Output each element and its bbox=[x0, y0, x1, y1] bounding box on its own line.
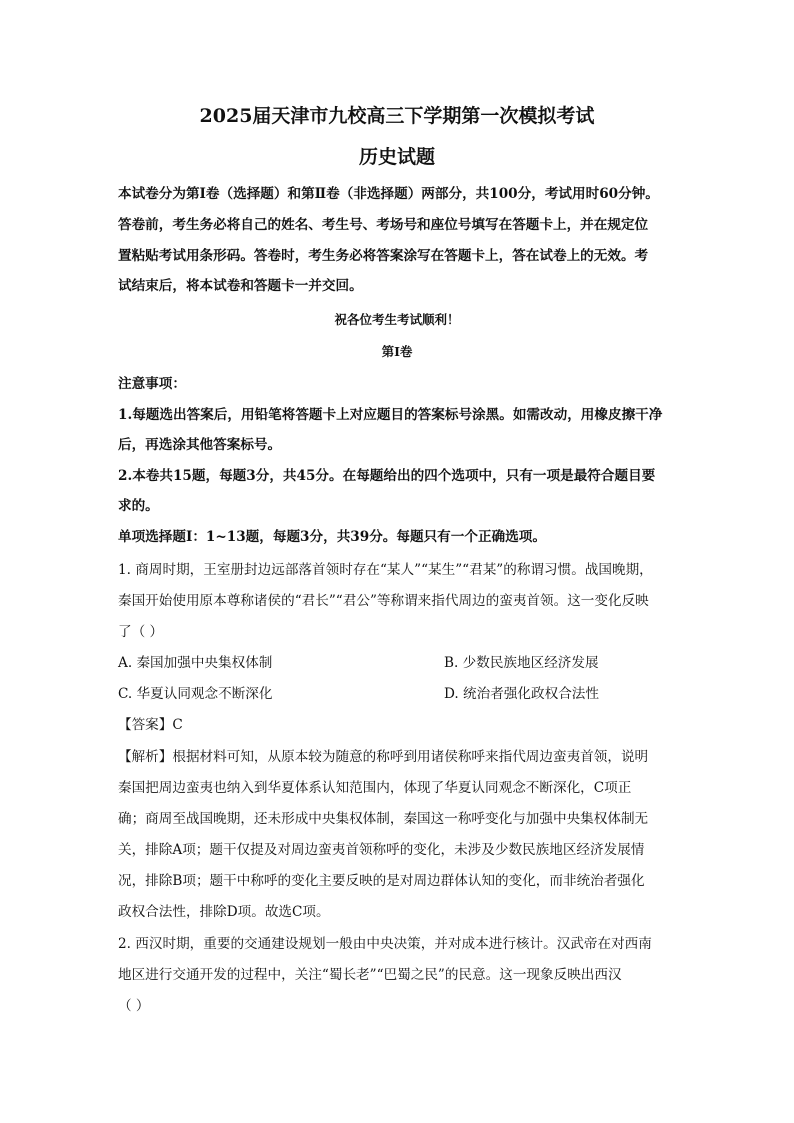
option-c: C. 华夏认同观念不断深化 bbox=[118, 686, 273, 702]
notes-line: 求的。 bbox=[118, 498, 159, 514]
question-stem-line: 地区进行交通开发的过程中，关注“蜀长老”“巴蜀之民”的民意。这一现象反映出西汉 bbox=[118, 967, 622, 983]
option-b: B. 少数民族地区经济发展 bbox=[444, 655, 599, 671]
exam-title: 2025届天津市九校高三下学期第一次模拟考试 bbox=[199, 105, 595, 127]
question-stem-line: （ ） bbox=[118, 998, 150, 1014]
notes-line: 1.每题选出答案后，用铅笔将答题卡上对应题目的答案标号涂黑。如需改动，用橡皮擦干净 bbox=[118, 407, 663, 423]
part-heading: 单项选择题Ⅰ：1~13题，每题3分，共39分。每题只有一个正确选项。 bbox=[118, 529, 546, 545]
option-d: D. 统治者强化政权合法性 bbox=[444, 686, 599, 702]
analysis-line: 政权合法性，排除D项。故选C项。 bbox=[118, 904, 330, 920]
analysis-line: 【解析】根据材料可知，从原本较为随意的称呼到用诸侯称呼来指代周边蛮夷首领，说明 bbox=[118, 749, 649, 765]
notes-heading: 注意事项： bbox=[118, 376, 186, 392]
answer: 【答案】C bbox=[118, 717, 183, 733]
analysis-line: 秦国把周边蛮夷也纳入到华夏体系认知范围内，体现了华夏认同观念不断深化，C项正 bbox=[118, 780, 632, 796]
notes-line: 2.本卷共15题，每题3分，共45分。在每题给出的四个选项中，只有一项是最符合题目要 bbox=[118, 468, 656, 484]
section-heading: 第Ⅰ卷 bbox=[381, 344, 413, 359]
analysis-line: 关，排除A项；题干仅提及对周边蛮夷首领称呼的变化，未涉及少数民族地区经济发展情 bbox=[118, 842, 645, 858]
intro-line: 试结束后，将本试卷和答题卡一并交回。 bbox=[118, 278, 363, 294]
question-stem-line: 1. 商周时期，王室册封边远部落首领时存在“某人”“某生”“君某”的称谓习惯。战国晚期， bbox=[118, 562, 653, 578]
analysis-line: 况，排除B项；题干中称呼的变化主要反映的是对周边群体认知的变化，而非统治者强化 bbox=[118, 873, 645, 889]
option-a: A. 秦国加强中央集权体制 bbox=[118, 655, 273, 671]
exam-subtitle: 历史试题 bbox=[358, 146, 435, 168]
question-stem-line: 了（ ） bbox=[118, 624, 164, 640]
intro-line: 答卷前，考生务必将自己的姓名、考生号、考场号和座位号填写在答题卡上，并在规定位 bbox=[118, 217, 649, 233]
blessing: 祝各位考生考试顺利！ bbox=[334, 312, 460, 327]
intro-line: 本试卷分为第Ⅰ卷（选择题）和第Ⅱ卷（非选择题）两部分，共100分，考试用时60分钟。 bbox=[118, 186, 659, 202]
intro-line: 置粘贴考试用条形码。答卷时，考生务必将答案涂写在答题卡上，答在试卷上的无效。考 bbox=[118, 248, 649, 264]
question-stem-line: 2. 西汉时期，重要的交通建设规划一般由中央决策，并对成本进行核计。汉武帝在对西南 bbox=[118, 936, 652, 952]
question-stem-line: 秦国开始使用原本尊称诸侯的“君长”“君公”等称谓来指代周边的蛮夷首领。这一变化反映 bbox=[118, 593, 649, 609]
notes-line: 后，再选涂其他答案标号。 bbox=[118, 437, 282, 453]
analysis-line: 确；商周至战国晚期，还未形成中央集权体制，秦国这一称呼变化与加强中央集权体制无 bbox=[118, 811, 649, 827]
